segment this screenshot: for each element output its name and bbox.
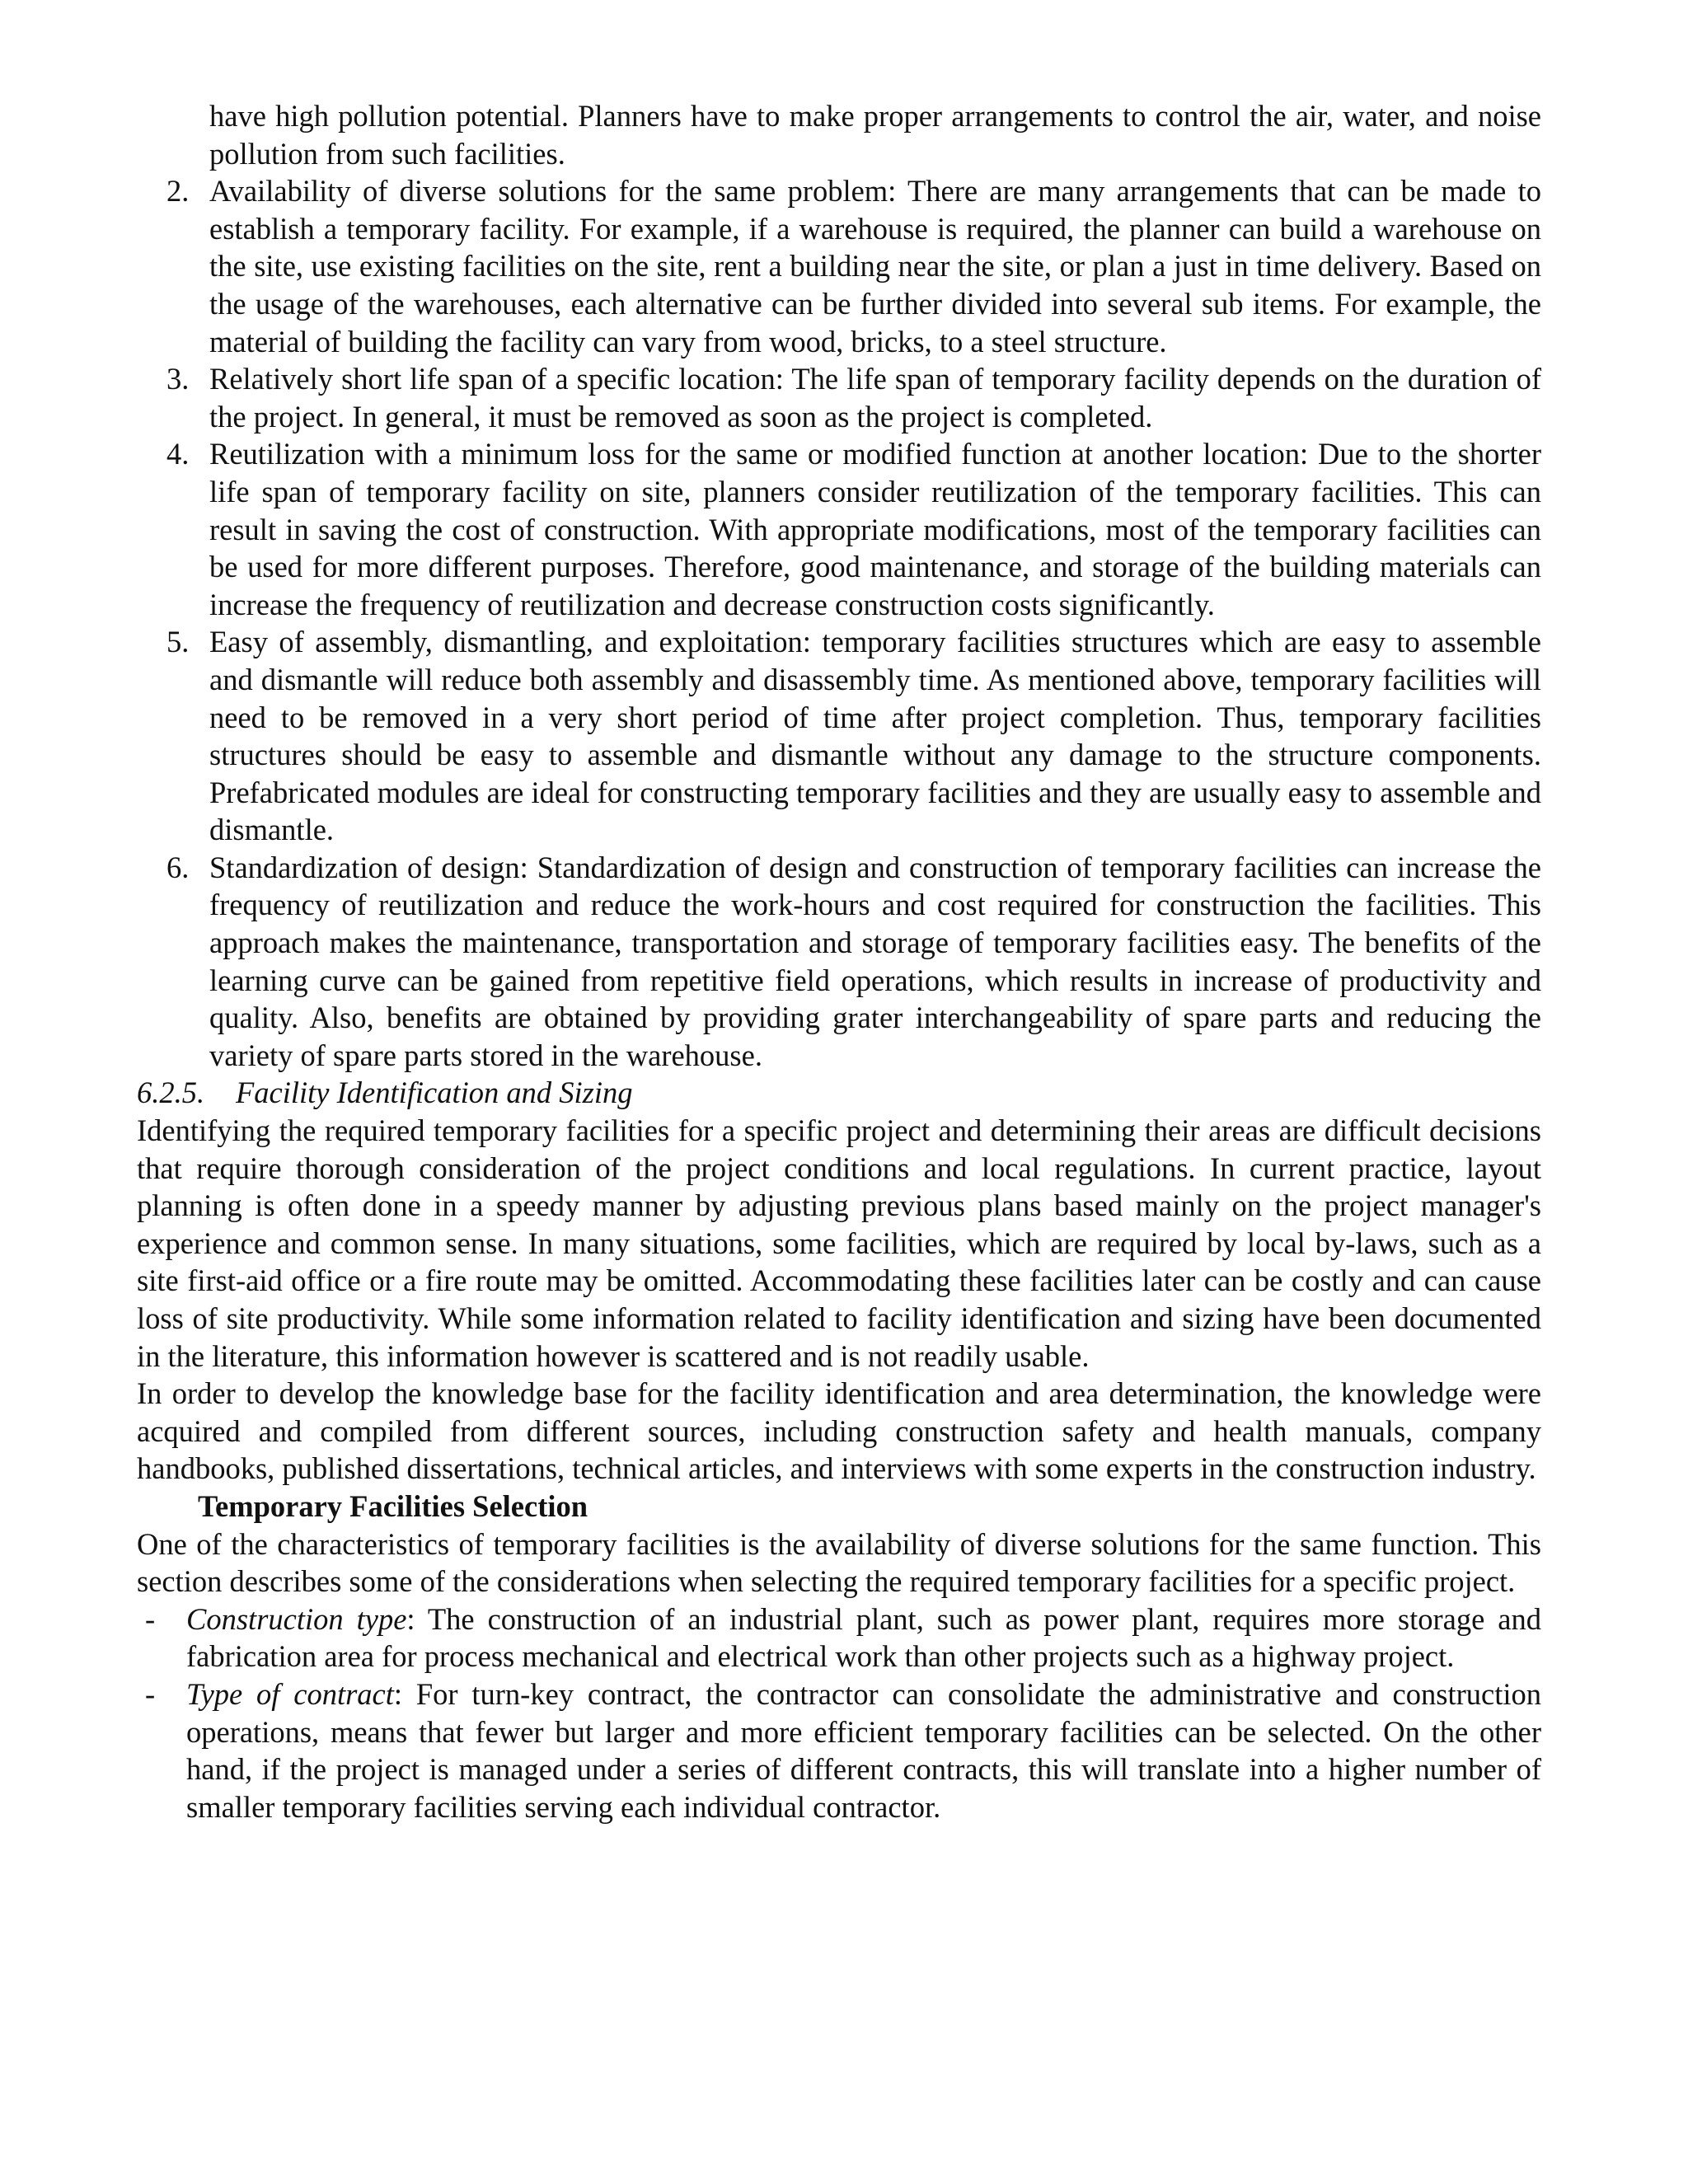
consideration-text: : For turn-key contract, the contractor can consolidate the administrative and construction operations, means that fewer but larger and more efficient temporary facilities can be selected. On the other hand, if the project is managed under a series of different contracts, this will translate into a higher number of smaller temporary facilities serving each individual contractor.: [186, 1676, 1541, 1824]
list-item-number: 2.: [166, 174, 190, 209]
section-number: 6.2.5.: [137, 1076, 205, 1110]
list-item-number: 4.: [166, 437, 190, 471]
considerations-list: [137, 1601, 1541, 1826]
dash-marker: -: [145, 1601, 156, 1636]
continuation-paragraph: have high pollution potential. Planners have to make proper arrangements to control the air, water, and noise pollution from such facilities.: [209, 99, 1541, 171]
subsection-intro: One of the characteristics of temporary facilities is the availability of diverse solutions for the same function. This section describes some of the considerations when selecting the required temporary facilities for a specific project.: [137, 1526, 1541, 1599]
list-item: [137, 623, 1541, 849]
body-paragraph: Identifying the required temporary facilities for a specific project and determining their areas are difficult decisions that require thorough consideration of the project conditions and local regulations. In current practice, layout planning is often done in a speedy manner by adjusting previous plans based mainly on the project manager's experience and common sense. In many situations, some facilities, which are required by local by-laws, such as a site first-aid office or a fire route may be omitted. Accommodating these facilities later can be costly and can cause loss of site productivity. While some information related to facility identification and sizing have been documented in the literature, this information however is scattered and is not readily usable.: [137, 1113, 1541, 1373]
list-item-text: Reutilization with a minimum loss for the same or modified function at another location: Due to the shorter life span of temporary facility on site, planners consider reutilization of the temporary facilities. This can result in saving the cost of construction. With appropriate modifications, most of the temporary facilities can be used for more different purposes. Therefore, good maintenance, and storage of the building materials can increase the frequency of reutilization and decrease construction costs significantly.: [209, 437, 1541, 621]
list-item-number: 6.: [166, 850, 190, 884]
document-page: [137, 97, 1541, 1825]
section-heading: [137, 1074, 1541, 1112]
body-paragraph: In order to develop the knowledge base for the facility identification and area determination, the knowledge were acquired and compiled from different sources, including construction safety and health manuals, company handbooks, published dissertations, technical articles, and interviews with some experts in the construction industry.: [137, 1376, 1541, 1486]
list-item-text: Standardization of design: Standardization of design and construction of temporary facilities can increase the frequency of reutilization and reduce the work-hours and cost required for construction the facilities. This approach makes the maintenance, transportation and storage of temporary facilities easy. The benefits of the learning curve can be gained from repetitive field operations, which results in increase of productivity and quality. Also, benefits are obtained by providing grater interchangeability of spare parts and reducing the variety of spare parts stored in the warehouse.: [209, 850, 1541, 1072]
section-title: Facility Identification and Sizing: [236, 1076, 633, 1110]
consideration-term: Construction type: [186, 1601, 407, 1636]
list-item-text: Relatively short life span of a specific location: The life span of temporary facility depends on the duration of the project. In general, it must be removed as soon as the project is completed.: [209, 362, 1541, 434]
list-item: [137, 849, 1541, 1075]
list-item-number: 5.: [166, 625, 190, 659]
dash-marker: -: [145, 1676, 156, 1711]
consideration-text: : The construction of an industrial plant, such as power plant, requires more storage and fabrication area for process mechanical and electrical work than other projects such as a highway project.: [186, 1601, 1541, 1674]
list-item: [137, 1675, 1541, 1825]
subsection-heading: Temporary Facilities Selection: [198, 1488, 588, 1523]
characteristics-list: [137, 172, 1541, 1074]
list-item-text: Availability of diverse solutions for the same problem: There are many arrangements that can be made to establish a temporary facility. For example, if a warehouse is required, the planner can build a warehouse on the site, use existing facilities on the site, rent a building near the site, or plan a just in time delivery. Based on the usage of the warehouses, each alternative can be further divided into several sub items. For example, the material of building the facility can vary from wood, bricks, to a steel structure.: [209, 174, 1541, 359]
list-item: [137, 360, 1541, 435]
list-item: [137, 435, 1541, 623]
consideration-term: Type of contract: [186, 1676, 394, 1711]
list-item-number: 3.: [166, 362, 190, 396]
list-item: [137, 1601, 1541, 1675]
list-item: [137, 172, 1541, 360]
list-item-text: Easy of assembly, dismantling, and exploitation: temporary facilities structures which are easy to assemble and dismantle will reduce both assembly and disassembly time. As mentioned above, temporary facilities will need to be removed in a very short period of time after project completion. Thus, temporary facilities structures should be easy to assemble and dismantle without any damage to the structure components. Prefabricated modules are ideal for constructing temporary facilities and they are usually easy to assemble and dismantle.: [209, 625, 1541, 847]
